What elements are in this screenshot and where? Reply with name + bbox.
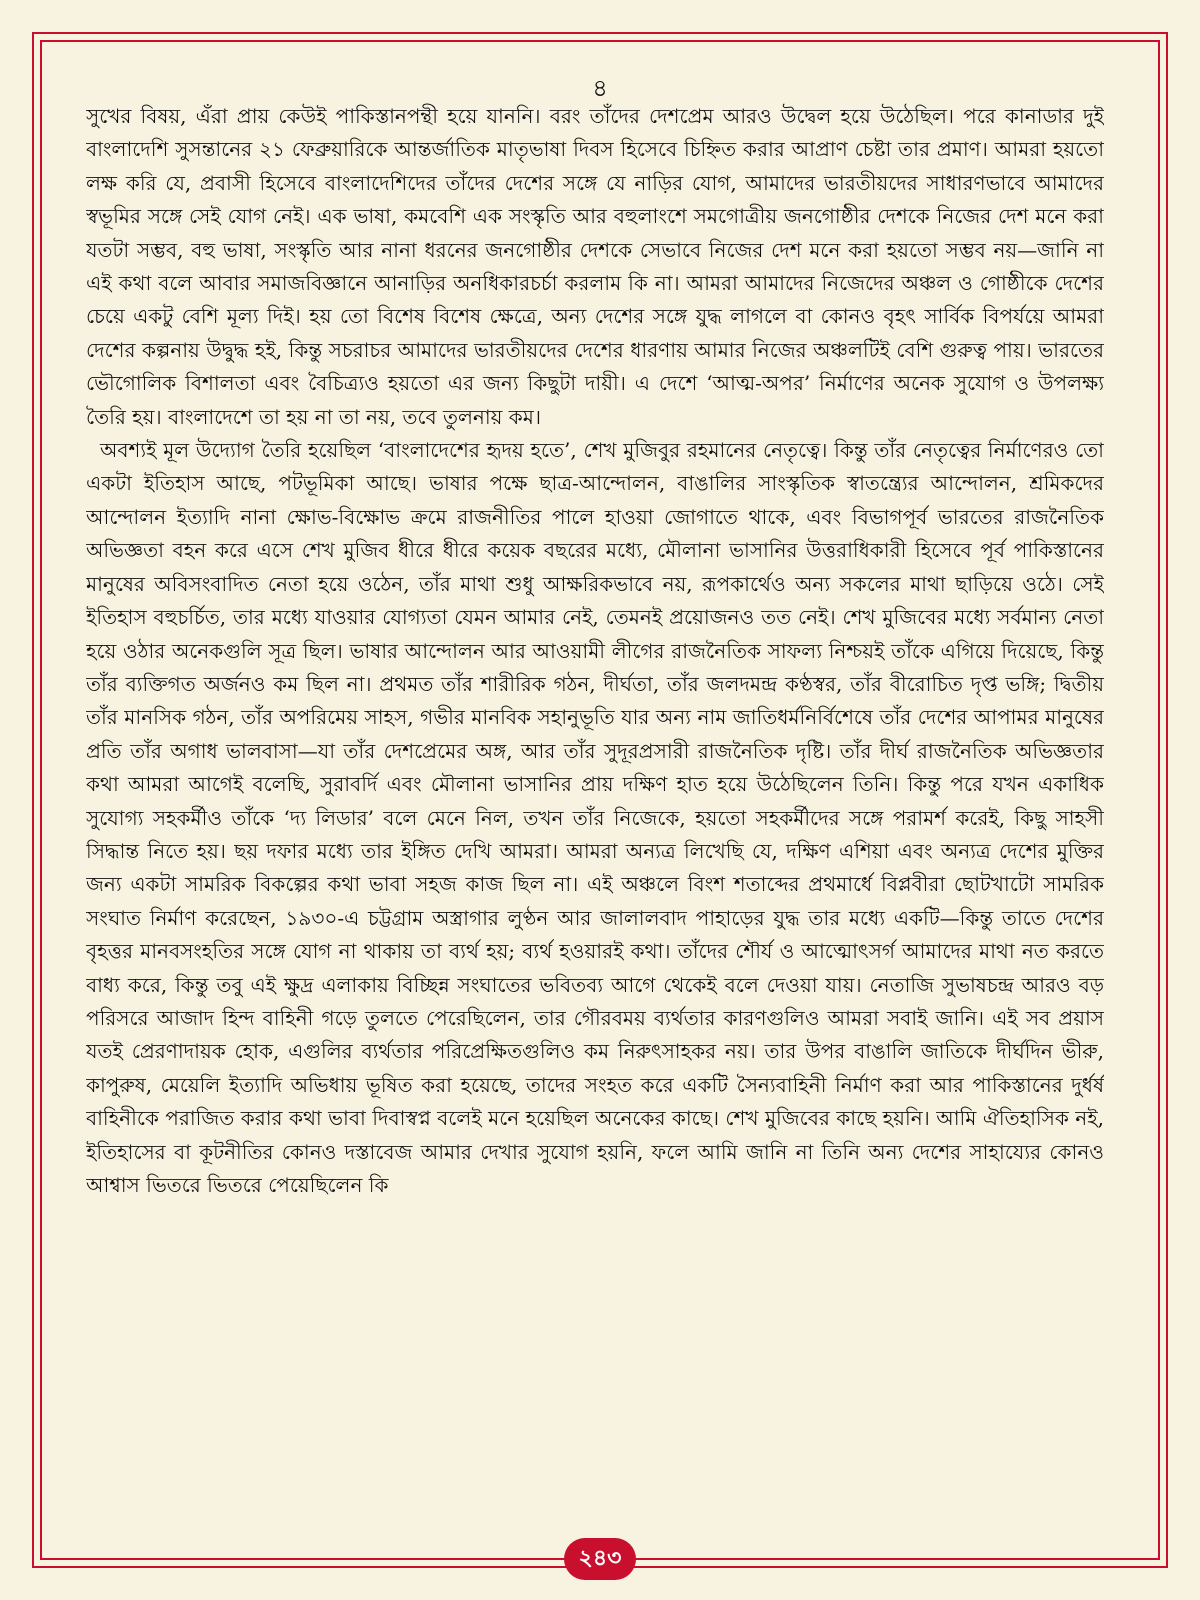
section-number: ৪ [592, 74, 608, 102]
page-number-badge: ২৪৩ [564, 1538, 636, 1580]
paragraph-2: অবশ্যই মূল উদ্যোগ তৈরি হয়েছিল ‘বাংলাদেশের হৃদয় হতে’, শেখ মুজিবুর রহমানের নেতৃত্বে। কিন্তু তাঁর নেতৃত্বের নির্মাণেরও তো একটা ইতিহাস আছে, পটভূমিকা আছে। ভাষার পক্ষে ছাত্র-আন্দোলন, বাঙালির সাংস্কৃতিক স্বাতন্ত্র্যের আন্দোলন, শ্রমিকদের আন্দোলন ইত্যাদি নানা ক্ষোভ-বিক্ষোভ ক্রমে রাজনীতির পালে হাওয়া জোগাতে থাকে, এবং বিভাগপূর্ব ভারতের রাজনৈতিক অভিজ্ঞতা বহন করে এসে শেখ মুজিব ধীরে ধীরে কয়েক বছরের মধ্যে, মৌলানা ভাসানির উত্তরাধিকারী হিসেবে পূর্ব পাকিস্তানের মানুষের অবিসংবাদিত নেতা হয়ে ওঠেন, তাঁর মাথা শুধু আক্ষরিকভাবে নয়, রূপকার্থেও অন্য সকলের মাথা ছাড়িয়ে ওঠে। সেই ইতিহাস বহুচর্চিত, তার মধ্যে যাওয়ার যোগ্যতা যেমন আমার নেই, তেমনই প্রয়োজনও তত নেই। শেখ মুজিবের মধ্যে সর্বমান্য নেতা হয়ে ওঠার অনেকগুলি সূত্র ছিল। ভাষার আন্দোলন আর আওয়ামী লীগের রাজনৈতিক সাফল্য নিশ্চয়ই তাঁকে এগিয়ে দিয়েছে, কিন্তু তাঁর ব্যক্তিগত অর্জনও কম ছিল না। প্রথমত তাঁর শারীরিক গঠন, দীর্ঘতা, তাঁর জলদমন্দ্র কণ্ঠস্বর, তাঁর বীরোচিত দৃপ্ত ভঙ্গি; দ্বিতীয় তাঁর মানসিক গঠন, তাঁর অপরিমেয় সাহস, গভীর মানবিক সহানুভূতি যার অন্য নাম জাতিধর্মনির্বিশেষে তাঁর দেশের আপামর মানুষের প্রতি তাঁর অগাধ ভালবাসা—যা তাঁর দেশপ্রেমের অঙ্গ, আর তাঁর সুদূরপ্রসারী রাজনৈতিক দৃষ্টি। তাঁর দীর্ঘ রাজনৈতিক অভিজ্ঞতার কথা আমরা আগেই বলেছি, সুরাবর্দি এবং মৌলানা ভাসানির প্রায় দক্ষিণ হাত হয়ে উঠেছিলেন তিনি। কিন্তু পরে যখন একাধিক সুযোগ্য সহকর্মীও তাঁকে ‘দ্য লিডার’ বলে মেনে নিল, তখন তাঁর নিজেকে, হয়তো সহকর্মীদের সঙ্গে পরামর্শ করেই, কিছু সাহসী সিদ্ধান্ত নিতে হয়। ছয় দফার মধ্যে তার ইঙ্গিত দেখি আমরা। আমরা অন্যত্র লিখেছি যে, দক্ষিণ এশিয়া এবং অন্যত্র দেশের মুক্তির জন্য একটা সামরিক বিকল্পের কথা ভাবা সহজ কাজ ছিল না। এই অঞ্চলে বিংশ শতাব্দের প্রথমার্ধে বিপ্লবীরা ছোটখাটো সামরিক সংঘাত নির্মাণ করেছেন, ১৯৩০-এ চট্টগ্রাম অস্ত্রাগার লুণ্ঠন আর জালালবাদ পাহাড়ের যুদ্ধ তার মধ্যে একটি—কিন্তু তাতে দেশের বৃহত্তর মানবসংহতির সঙ্গে যোগ না থাকায় তা ব্যর্থ হয়; ব্যর্থ হওয়ারই কথা। তাঁদের শৌর্য ও আত্মোৎসর্গ আমাদের মাথা নত করতে বাধ্য করে, কিন্তু তবু এই ক্ষুদ্র এলাকায় বিচ্ছিন্ন সংঘাতের ভবিতব্য আগে থেকেই বলে দেওয়া যায়। নেতাজি সুভাষচন্দ্র আরও বড় পরিসরে আজাদ হিন্দ বাহিনী গড়ে তুলতে পেরেছিলেন, তার গৌরবময় ব্যর্থতার কারণগুলিও আমরা সবাই জানি। এই সব প্রয়াস যতই প্রেরণাদায়ক হোক, এগুলির ব্যর্থতার পরিপ্রেক্ষিতগুলিও কম নিরুৎসাহকর নয়। তার উপর বাঙালি জাতিকে দীর্ঘদিন ভীরু, কাপুরুষ, মেয়েলি ইত্যাদি অভিধায় ভূষিত করা হয়েছে, তাদের সংহত করে একটি সৈন্যবাহিনী নির্মাণ করা আর পাকিস্তানের দুর্ধর্ষ বাহিনীকে পরাজিত করার কথা ভাবা দিবাস্বপ্ন বলেই মনে হয়েছিল অনেকের কাছে। শেখ মুজিবের কাছে হয়নি। আমি ঐতিহাসিক নই, ইতিহাসের বা কূটনীতির কোনও দস্তাবেজ আমার দেখার সুযোগ হয়নি, ফলে আমি জানি না তিনি অন্য দেশের সাহায্যের কোনও আশ্বাস ভিতরে ভিতরে পেয়েছিলেন কি [86, 438, 1104, 1197]
paragraph-1: সুখের বিষয়, এঁরা প্রায় কেউই পাকিস্তানপন্থী হয়ে যাননি। বরং তাঁদের দেশপ্রেম আরও উদ্বেল হয়ে উঠেছিল। পরে কানাডার দুই বাংলাদেশি সুসন্তানের ২১ ফেব্রুয়ারিকে আন্তর্জাতিক মাতৃভাষা দিবস হিসেবে চিহ্নিত করার আপ্রাণ চেষ্টা তার প্রমাণ। আমরা হয়তো লক্ষ করি যে, প্রবাসী হিসেবে বাংলাদেশিদের তাঁদের দেশের সঙ্গে যে নাড়ির যোগ, আমাদের ভারতীয়দের সাধারণভাবে আমাদের স্বভূমির সঙ্গে সেই যোগ নেই। এক ভাষা, কমবেশি এক সংস্কৃতি আর বহুলাংশে সমগোত্রীয় জনগোষ্ঠীর দেশকে নিজের দেশ মনে করা যতটা সম্ভব, বহু ভাষা, সংস্কৃতি আর নানা ধরনের জনগোষ্ঠীর দেশকে সেভাবে নিজের দেশ মনে করা হয়তো সম্ভব নয়—জানি না এই কথা বলে আবার সমাজবিজ্ঞানে আনাড়ির অনধিকারচর্চা করলাম কি না। আমরা আমাদের নিজেদের অঞ্চল ও গোষ্ঠীকে দেশের চেয়ে একটু বেশি মূল্য দিই। হয় তো বিশেষ বিশেষ ক্ষেত্রে, অন্য দেশের সঙ্গে যুদ্ধ লাগলে বা কোনও বৃহৎ সার্বিক বিপর্যয়ে আমরা দেশের কল্পনায় উদ্বুদ্ধ হই, কিন্তু সচরাচর আমাদের ভারতীয়দের দেশের ধারণায় আমার নিজের অঞ্চলটিই বেশি গুরুত্ব পায়। ভারতের ভৌগোলিক বিশালতা এবং বৈচিত্র্যও হয়তো এর জন্য কিছুটা দায়ী। এ দেশে ‘আত্ম-অপর’ নির্মাণের অনেক সুযোগ ও উপলক্ষ্য তৈরি হয়। বাংলাদেশে তা হয় না তা নয়, তবে তুলনায় কম। [86, 104, 1104, 429]
page-content [86, 100, 1104, 1510]
